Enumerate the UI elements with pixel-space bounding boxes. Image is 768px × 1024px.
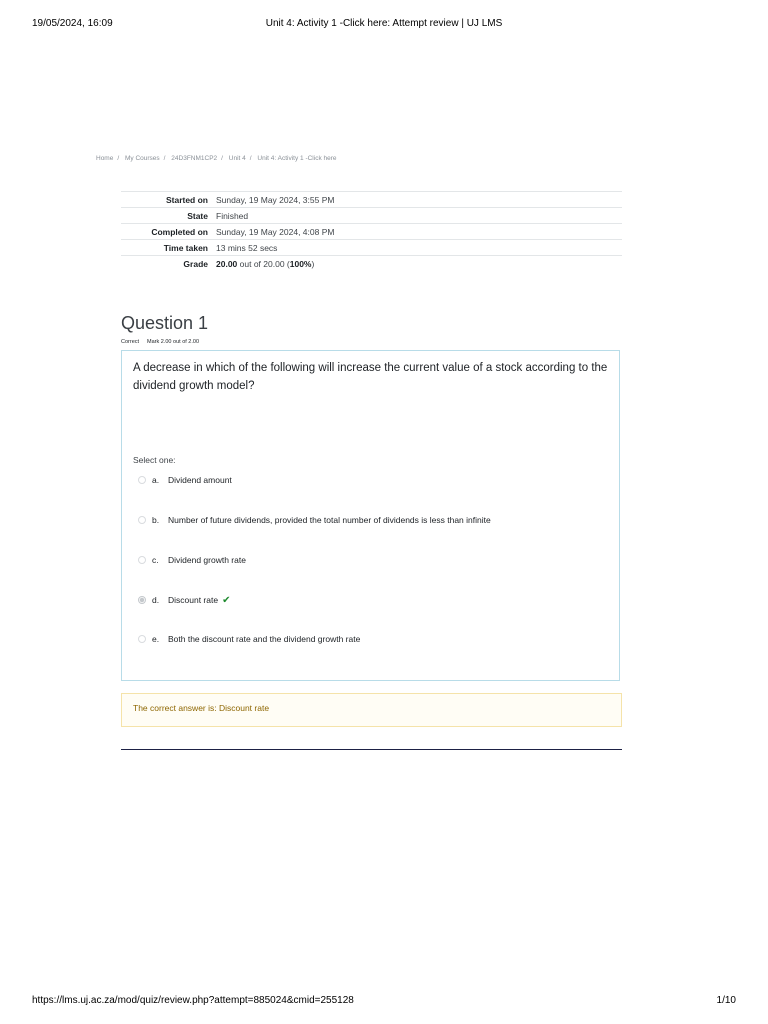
check-icon: ✔ [222,594,231,606]
breadcrumb-activity[interactable]: Unit 4: Activity 1 -Click here [257,155,337,162]
breadcrumb [96,155,337,162]
breadcrumb-separator: / [221,155,223,162]
question-state: Correct [121,339,140,345]
question-text: A decrease in which of the following will increase the current value of a stock according to the dividend growth model? [133,362,608,392]
summary-label: Started on [121,192,216,208]
question-content-box [121,350,620,681]
answer-option-a[interactable] [138,473,232,487]
summary-value: Finished [216,208,622,224]
summary-row-grade [121,256,622,272]
summary-value: Sunday, 19 May 2024, 4:08 PM [216,224,622,240]
answer-letter: e. [152,634,160,644]
answer-letter: b. [152,515,160,525]
grade-out-of: out of 20.00 ( [237,258,290,269]
radio-button[interactable] [138,516,146,524]
summary-value-grade [216,256,622,272]
answer-text: Dividend amount [168,475,232,485]
summary-label: State [121,208,216,224]
radio-button[interactable] [138,635,146,643]
answer-option-c[interactable] [138,553,246,567]
grade-close: ) [311,258,315,269]
print-title: Unit 4: Activity 1 -Click here: Attempt review | UJ LMS [265,18,503,29]
answer-text: Both the discount rate and the dividend growth rate [168,634,361,644]
breadcrumb-separator: / [117,155,120,162]
print-page-number: 1/10 [716,995,736,1006]
answer-letter: a. [152,475,160,485]
summary-row-time-taken [121,240,622,256]
answer-option-d[interactable] [138,593,230,607]
radio-button[interactable] [138,556,146,564]
select-one-prompt: Select one: [133,455,176,465]
breadcrumb-home[interactable]: Home [96,155,114,162]
print-date: 19/05/2024, 16:09 [32,18,113,29]
radio-button-selected[interactable] [138,596,146,604]
summary-label: Completed on [121,224,216,240]
answer-letter: c. [152,555,159,565]
summary-row-state [121,208,622,224]
breadcrumb-course[interactable]: 24D3FNM1CP2 [171,155,218,162]
answer-option-b[interactable] [138,513,491,527]
answer-text: Dividend growth rate [168,555,246,565]
breadcrumb-my-courses[interactable]: My Courses [124,155,160,162]
question-mark: Mark 2.00 out of 2.00 [147,339,200,345]
breadcrumb-unit[interactable]: Unit 4 [228,155,246,162]
grade-percent: 100% [289,258,312,269]
breadcrumb-separator: / [163,155,166,162]
summary-value: 13 mins 52 secs [216,240,622,256]
feedback-text: The correct answer is: Discount rate [133,703,270,713]
summary-label: Time taken [121,240,216,256]
question-status [121,339,199,345]
answer-text: Number of future dividends, provided the total number of dividends is less than infinite [168,515,491,525]
summary-value: Sunday, 19 May 2024, 3:55 PM [216,192,622,208]
print-url: https://lms.uj.ac.za/mod/quiz/review.php?attempt=885024&cmid=255128 [32,995,354,1006]
summary-label: Grade [121,256,216,272]
summary-row-started-on [121,192,622,208]
summary-row-completed-on [121,224,622,240]
answer-letter: d. [152,595,160,605]
correct-answer-feedback [121,693,622,727]
section-divider [121,749,622,750]
answer-text: Discount rate [168,595,219,605]
grade-score: 20.00 [216,258,238,269]
breadcrumb-separator: / [249,155,252,162]
answer-option-e[interactable] [138,632,360,646]
question-heading: Question 1 [121,313,209,333]
attempt-summary-table [121,191,622,271]
radio-button[interactable] [138,476,146,484]
